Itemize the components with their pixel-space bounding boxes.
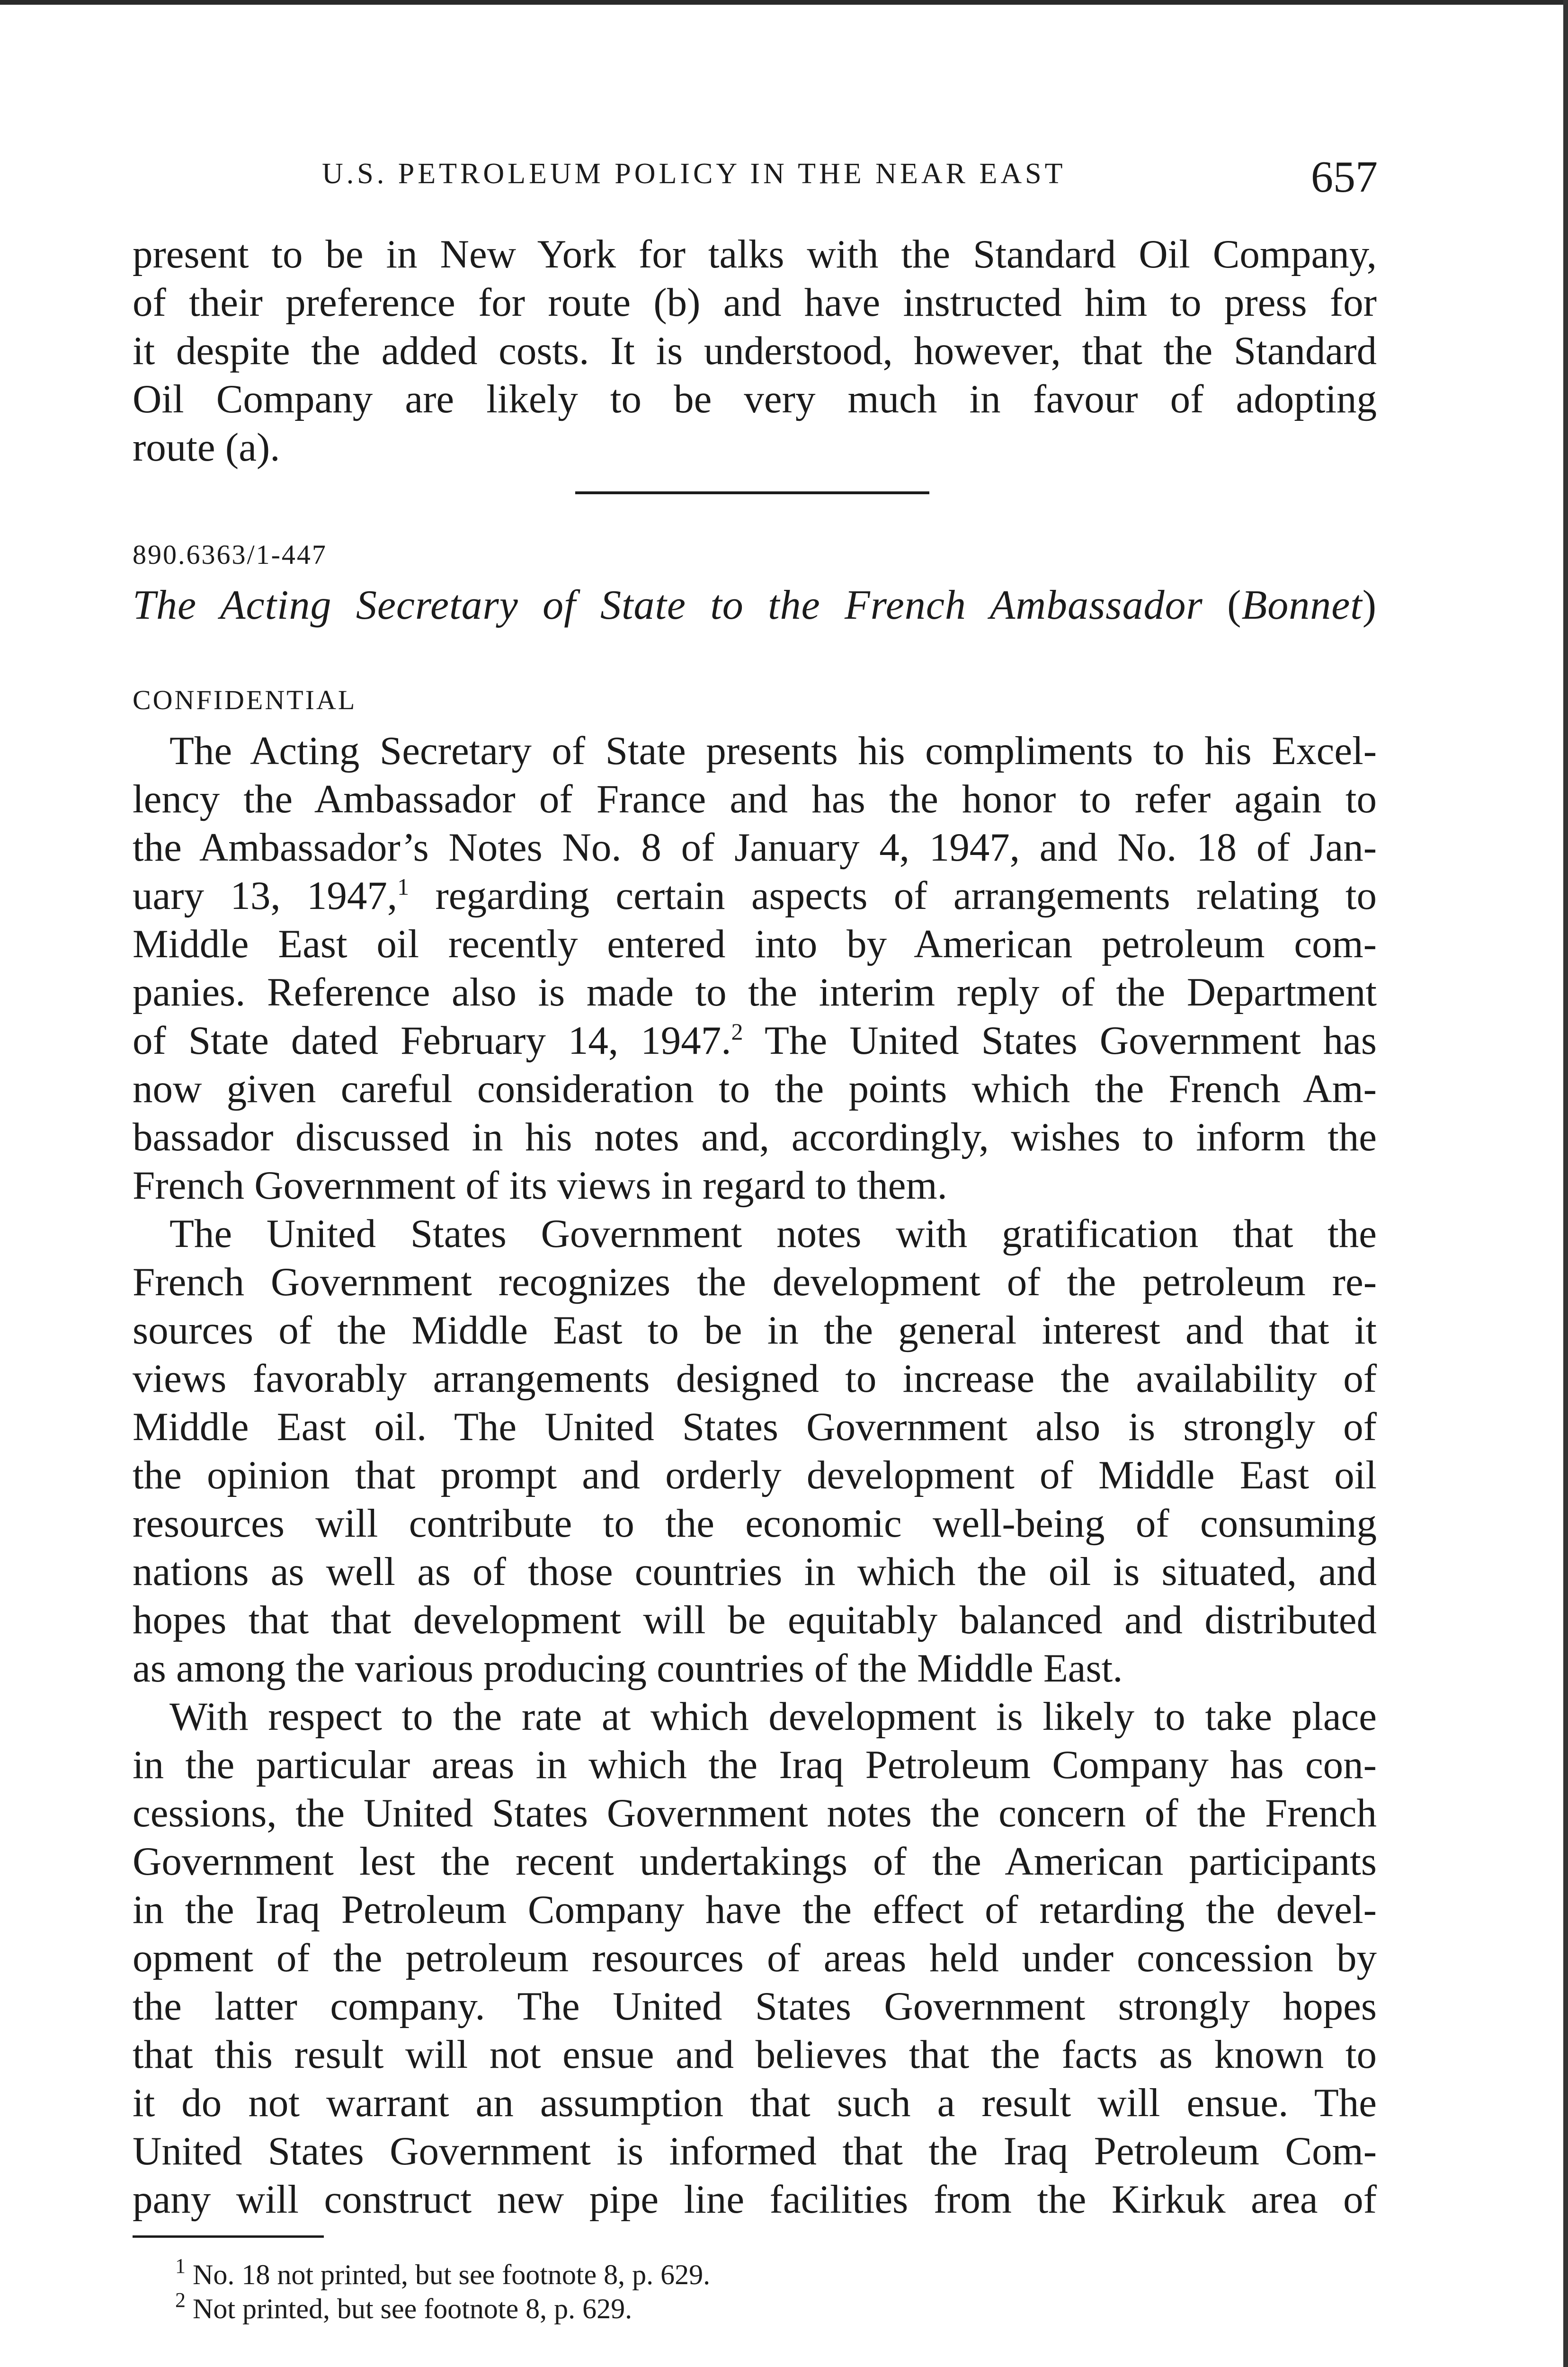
- body-line: French Government of its views in regard to them.: [133, 1163, 947, 1208]
- body-line: in the Iraq Petroleum Company have the effect of retarding the devel-: [133, 1887, 1377, 1932]
- classification-label: CONFIDENTIAL: [133, 685, 357, 715]
- file-number: 890.6363/1-447: [133, 539, 327, 570]
- body-line: The United States Government notes with gratification that the: [169, 1211, 1377, 1256]
- body-line: now given careful consideration to the points which the French Am-: [133, 1067, 1377, 1111]
- running-title: U.S. PETROLEUM POLICY IN THE NEAR EAST: [322, 158, 1066, 190]
- body-line: nations as well as of those countries in which the oil is situated, and: [133, 1549, 1377, 1594]
- body-line: the latter company. The United States Government strongly hopes: [133, 1984, 1377, 2029]
- body-line: Middle East oil recently entered into by American petroleum com-: [133, 922, 1377, 966]
- heading-ambassador-name: (Bonnet): [1227, 582, 1377, 628]
- body-line: pany will construct new pipe line facilities from the Kirkuk area of: [133, 2177, 1377, 2222]
- section-divider: [575, 491, 929, 494]
- carryover-line: present to be in New York for talks with the Standard Oil Company,: [133, 232, 1377, 276]
- carryover-line: Oil Company are likely to be very much in favour of adopting: [133, 377, 1377, 421]
- body-line: panies. Reference also is made to the interim reply of the Department: [133, 970, 1377, 1014]
- body-line: French Government recognizes the development of the petroleum re-: [133, 1260, 1377, 1304]
- body-line: views favorably arrangements designed to increase the availability of: [133, 1356, 1377, 1401]
- body-text: uary 13, 1947,: [133, 873, 398, 918]
- footnote-ref-2: 2: [731, 1018, 743, 1045]
- body-line: lency the Ambassador of France and has the honor to refer again to: [133, 777, 1377, 821]
- footnote-divider: [133, 2235, 324, 2238]
- body-line: The Acting Secretary of State presents his compliments to his Excel-: [169, 729, 1377, 773]
- footnote-2: [175, 2288, 633, 2325]
- body-line: hopes that that development will be equitably balanced and distributed: [133, 1598, 1377, 1642]
- body-line: [133, 1016, 1377, 1065]
- body-line: With respect to the rate at which development is likely to take place: [169, 1694, 1377, 1739]
- body-text: regarding certain aspects of arrangements relating to: [409, 873, 1377, 918]
- body-line: United States Government is informed that the Iraq Petroleum Com-: [133, 2129, 1377, 2173]
- body-line: [133, 872, 1377, 920]
- body-line: opment of the petroleum resources of areas held under concession by: [133, 1936, 1377, 1980]
- carryover-line: it despite the added costs. It is understood, however, that the Standard: [133, 329, 1377, 373]
- body-line: it do not warrant an assumption that such a result will ensue. The: [133, 2081, 1377, 2125]
- body-line: that this result will not ensue and believes that the facts as known to: [133, 2032, 1377, 2077]
- heading-title: The Acting Secretary of State to the French Ambassador: [133, 582, 1203, 628]
- body-line: sources of the Middle East to be in the general interest and that it: [133, 1308, 1377, 1353]
- document-heading: [133, 581, 1377, 629]
- body-line: the opinion that prompt and orderly development of Middle East oil: [133, 1453, 1377, 1497]
- body-line: bassador discussed in his notes and, accordingly, wishes to inform the: [133, 1115, 1377, 1159]
- footnote-text: No. 18 not printed, but see footnote 8, p. 629.: [193, 2259, 711, 2290]
- body-line: as among the various producing countries of the Middle East.: [133, 1646, 1123, 1691]
- scan-right-edge: [1563, 0, 1568, 2367]
- scan-top-edge: [0, 0, 1568, 5]
- carryover-line: of their preference for route (b) and have instructed him to press for: [133, 280, 1377, 325]
- footnote-mark: 2: [175, 2288, 186, 2312]
- carryover-line: route (a).: [133, 425, 280, 470]
- body-line: in the particular areas in which the Iraq Petroleum Company has con-: [133, 1743, 1377, 1787]
- body-line: Government lest the recent undertakings of the American participants: [133, 1839, 1377, 1884]
- running-head: [133, 151, 1378, 204]
- footnote-mark: 1: [175, 2254, 186, 2278]
- body-text: of State dated February 14, 1947.: [133, 1018, 731, 1063]
- body-line: Middle East oil. The United States Government also is strongly of: [133, 1405, 1377, 1449]
- body-text: The United States Government has: [743, 1018, 1377, 1063]
- footnote-text: Not printed, but see footnote 8, p. 629.: [193, 2293, 633, 2324]
- footnote-1: [175, 2254, 711, 2291]
- page-number: 657: [1311, 152, 1378, 202]
- footnote-ref-1: 1: [397, 873, 410, 900]
- body-line: cessions, the United States Government notes the concern of the French: [133, 1791, 1377, 1835]
- body-line: resources will contribute to the economic well-being of consuming: [133, 1501, 1377, 1546]
- body-line: the Ambassador’s Notes No. 8 of January 4, 1947, and No. 18 of Jan-: [133, 825, 1377, 870]
